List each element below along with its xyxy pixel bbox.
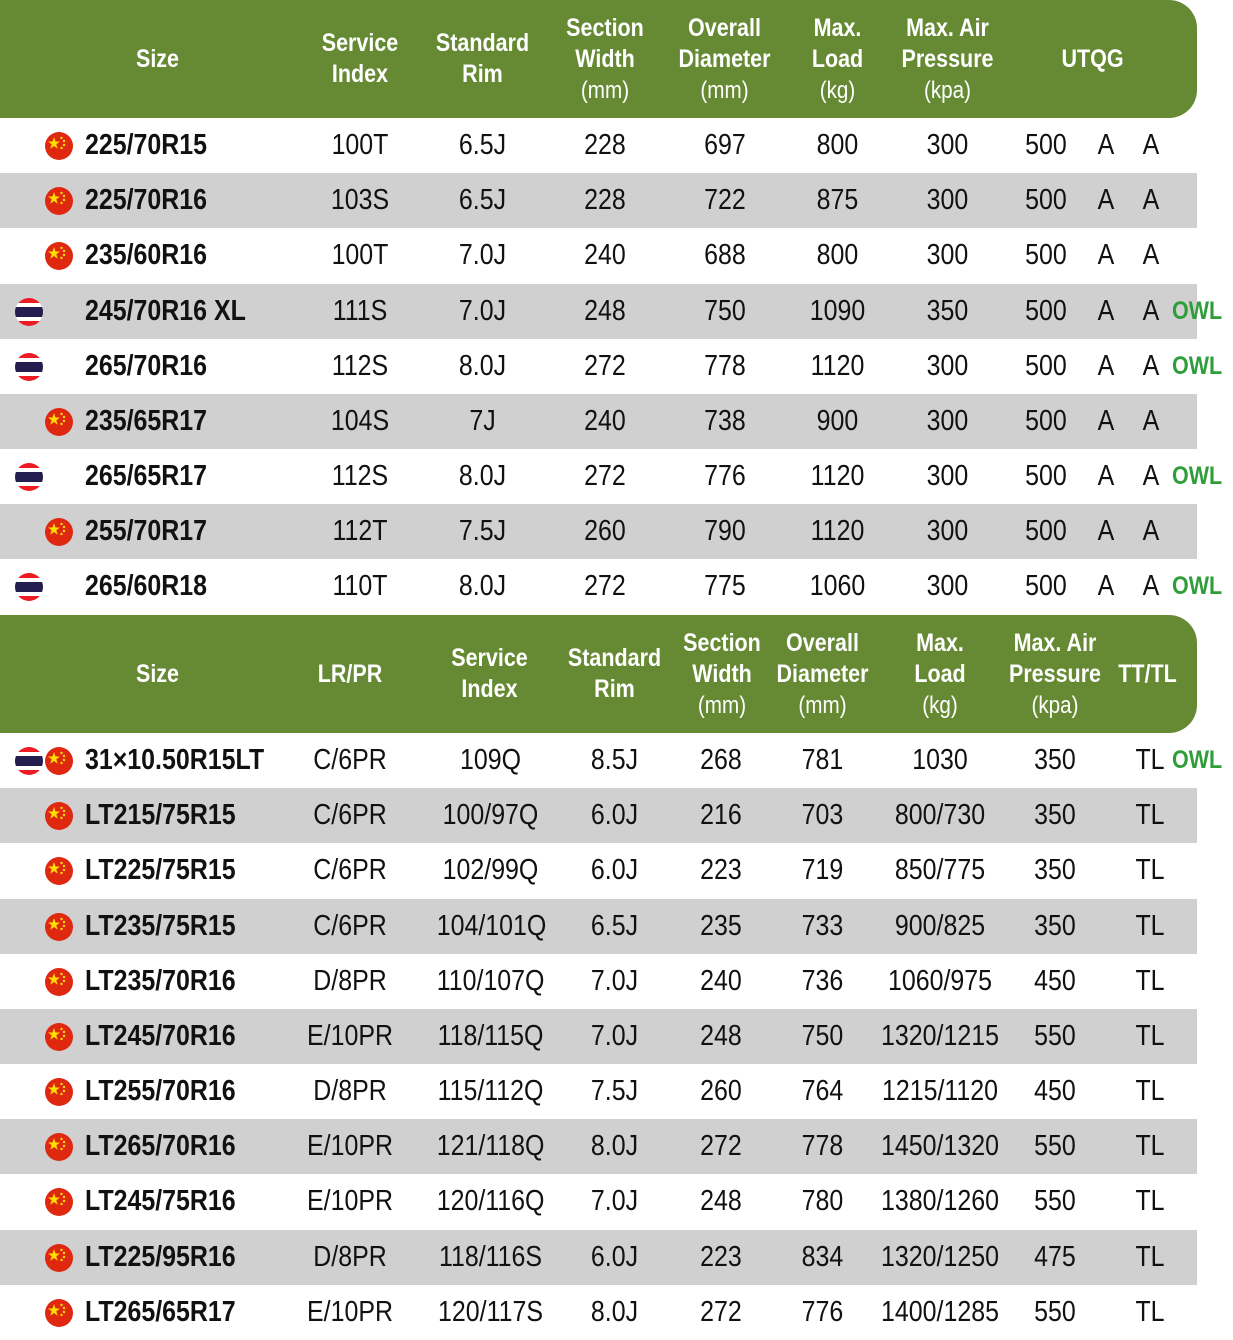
table-cell: 1450/1320 [881,1130,999,1162]
column-header [797,0,879,118]
column-header [1008,615,1103,733]
header-label-line: Load [811,44,864,73]
table-row [0,449,1233,504]
table-cell: 268 [700,744,742,776]
header-label-line: Diameter [678,44,771,73]
table-cell: 778 [704,350,746,382]
table-row [0,1009,1233,1064]
tire-size: 235/60R16 [85,239,208,271]
header-label-line: Pressure [901,44,994,73]
column-header [675,0,774,118]
thailand-flag-icon [15,747,43,775]
table-cell: 776 [801,1296,844,1328]
table-cell: TL [1135,965,1165,997]
thailand-flag-icon [15,463,43,491]
table-cell: 900/825 [894,910,986,942]
header-label-line: UTQG [1061,44,1124,73]
table-row [0,788,1233,843]
header-label-line: Max. [813,13,862,42]
table-cell: E/10PR [307,1185,393,1217]
table-cell: 500 [1025,239,1067,271]
tire-size: 225/70R15 [85,129,208,161]
table-cell: 118/115Q [437,1020,544,1052]
table-cell: 272 [584,570,626,602]
table-cell: 104S [330,405,390,437]
table-cell: TL [1135,1296,1165,1328]
table-cell: 121/118Q [436,1130,545,1162]
header-label-line: Diameter [776,659,869,688]
table-row [0,843,1233,898]
table-cell: 260 [700,1075,742,1107]
table-cell: 100/97Q [442,799,539,831]
table-cell: 781 [801,744,844,776]
column-header [1043,0,1142,118]
table-cell: 733 [801,910,844,942]
column-header [429,0,537,118]
table-cell: 736 [801,965,844,997]
table-cell: 7.5J [458,515,507,547]
table-cell: 800 [816,129,859,161]
table-row [0,954,1233,1009]
table-cell: 800/730 [894,799,986,831]
table-cell: 216 [700,799,742,831]
table-cell: 248 [584,295,626,327]
table-cell: 750 [704,295,746,327]
table-row [0,733,1233,788]
china-flag-icon [45,1133,73,1161]
table-cell: 350 [1034,744,1076,776]
header-label-line: Max. Air [906,13,989,42]
table-cell: 1320/1250 [881,1241,999,1273]
header-label-line: Rim [462,60,503,88]
owl-badge: OWL [1172,462,1223,490]
table-cell: 120/116Q [436,1185,545,1217]
table-cell: 500 [1025,350,1067,382]
column-header [108,0,207,118]
table-cell: 6.0J [590,799,639,831]
table-cell: 111S [332,295,388,327]
header-label-line: Index [461,675,518,703]
table-cell: 800 [816,239,859,271]
table-row [0,284,1233,339]
table-cell: TL [1135,910,1165,942]
tire-size: 265/65R17 [85,460,208,492]
table-cell: 350 [1034,910,1076,942]
column-header [898,0,997,118]
table-cell: 248 [700,1020,742,1052]
china-flag-icon [45,747,73,775]
table-cell: TL [1135,1020,1165,1052]
table-cell: 272 [584,460,626,492]
table-cell: 103S [330,184,390,216]
header-unit: (mm) [700,76,749,104]
tire-size: 31×10.50R15LT [85,744,265,776]
table-cell: 722 [704,184,746,216]
table-cell: 775 [704,570,746,602]
table-cell: TL [1135,1075,1165,1107]
table-cell: 300 [926,239,969,271]
table-cell: A [1142,184,1160,216]
table-cell: 100T [331,239,389,271]
table-cell: 7.0J [458,239,507,271]
thailand-flag-icon [15,353,43,381]
china-flag-icon [45,968,73,996]
header-label-line: LR/PR [317,659,383,688]
tire-size: LT225/75R15 [85,854,236,886]
table-cell: 550 [1034,1130,1076,1162]
table-cell: 120/117S [438,1296,543,1328]
table-cell: 1120 [810,515,865,547]
header-unit: (mm) [697,691,747,719]
column-header [313,0,408,118]
table-cell: D/8PR [313,1075,387,1107]
table-cell: E/10PR [307,1130,393,1162]
table-cell: D/8PR [313,1241,387,1273]
header-label-line: Overall [688,13,761,42]
table-cell: 738 [704,405,746,437]
table-cell: 109Q [459,744,522,776]
china-flag-icon [45,518,73,546]
table-cell: 300 [926,570,969,602]
china-flag-icon [45,187,73,215]
china-flag-icon [45,857,73,885]
table-cell: C/6PR [313,799,387,831]
table-cell: 350 [1034,854,1076,886]
header-label-line: Max. [916,628,964,657]
column-header [307,615,393,733]
column-header [893,615,988,733]
table-cell: A [1097,350,1115,382]
table-cell: A [1097,184,1115,216]
table-row [0,173,1233,228]
header-label-line: Service [321,29,399,57]
table-cell: 240 [584,405,626,437]
table-cell: 272 [584,350,626,382]
column-header [565,615,664,733]
tire-size: LT235/70R16 [85,965,236,997]
table-cell: 6.5J [458,129,507,161]
table-cell: 300 [926,184,969,216]
table-cell: 300 [926,129,969,161]
tire-size: 265/70R16 [85,350,208,382]
table-cell: 240 [584,239,626,271]
table-cell: 500 [1025,295,1067,327]
table-cell: 850/775 [894,854,986,886]
table-cell: A [1142,350,1160,382]
table-cell: TL [1135,799,1165,831]
table-cell: 300 [926,515,969,547]
tire-size: LT255/70R16 [85,1075,236,1107]
table-row [0,118,1233,173]
table-cell: 102/99Q [442,854,539,886]
table-cell: 1320/1215 [881,1020,999,1052]
table-cell: 1215/1120 [881,1075,999,1107]
table-cell: 8.0J [590,1130,639,1162]
table-cell: A [1142,570,1160,602]
header-label-line: Size [135,44,180,73]
table-cell: 248 [700,1185,742,1217]
table-cell: 1380/1260 [881,1185,999,1217]
table-cell: A [1142,295,1160,327]
table-cell: C/6PR [313,854,387,886]
tire-size: LT235/75R15 [85,910,236,942]
table-cell: 8.5J [590,744,639,776]
table-cell: 228 [584,129,626,161]
table-cell: 112S [331,350,389,382]
table-cell: 260 [584,515,626,547]
header-label-line: Index [331,60,389,88]
column-header [679,615,765,733]
table-cell: 112S [331,460,389,492]
table-cell: 7.0J [458,295,507,327]
tire-size: LT245/70R16 [85,1020,236,1052]
table-cell: 500 [1025,460,1067,492]
table-cell: 228 [584,184,626,216]
table-cell: 300 [926,460,969,492]
table-cell: 6.0J [590,1241,639,1273]
table-cell: 1120 [810,460,865,492]
table-cell: A [1097,515,1115,547]
table-cell: 500 [1025,184,1067,216]
table-cell: 235 [700,910,742,942]
header-unit: (mm) [798,691,847,719]
table-cell: A [1142,515,1160,547]
table-cell: 112T [332,515,388,547]
table-row [0,504,1233,559]
table-cell: 8.0J [590,1296,639,1328]
table-cell: 7.5J [590,1075,639,1107]
header-label-line: Width [692,659,752,688]
header-label-line: Max. Air [1013,628,1097,657]
table-cell: 7J [469,405,496,437]
table-cell: 7.0J [590,965,639,997]
table-cell: 115/112Q [437,1075,544,1107]
tire-size: 235/65R17 [85,405,208,437]
table-cell: 100T [331,129,389,161]
header-label-line: Size [135,659,180,688]
table-cell: 6.5J [458,184,507,216]
tire-size: LT245/75R16 [85,1185,236,1217]
table-row [0,899,1233,954]
table-cell: 272 [700,1296,742,1328]
table-cell: 719 [801,854,844,886]
table-row [0,339,1233,394]
header-unit: (kg) [819,76,856,104]
header-label-line: Service [451,644,528,672]
table-cell: 300 [926,405,969,437]
china-flag-icon [45,132,73,160]
header-label-line: Standard [567,644,662,672]
table-cell: TL [1135,1130,1165,1162]
table-row [0,1285,1233,1340]
table-cell: E/10PR [307,1296,393,1328]
column-header [777,615,867,733]
column-header [1120,615,1176,733]
table-row [0,1064,1233,1119]
tire-size: 265/60R18 [85,570,208,602]
tire-size: LT265/70R16 [85,1130,236,1162]
china-flag-icon [45,1078,73,1106]
table-cell: 834 [801,1241,844,1273]
header-label-line: Section [683,628,761,657]
table-cell: 875 [816,184,859,216]
table-cell: A [1097,570,1115,602]
china-flag-icon [45,1188,73,1216]
table-cell: 1030 [912,744,968,776]
table-row [0,228,1233,283]
table-cell: 790 [704,515,746,547]
table-cell: 240 [700,965,742,997]
china-flag-icon [45,1299,73,1327]
tire-size: 245/70R16 XL [85,295,246,327]
tire-size: LT225/95R16 [85,1241,236,1273]
table-cell: C/6PR [313,744,387,776]
china-flag-icon [45,408,73,436]
table-cell: 500 [1025,570,1067,602]
table-cell: 450 [1034,1075,1076,1107]
header-label-line: Rim [594,675,635,703]
table-cell: 688 [704,239,746,271]
table-cell: TL [1135,854,1165,886]
table-cell: 350 [926,295,969,327]
table-cell: A [1097,295,1115,327]
table-cell: 300 [926,350,969,382]
table-cell: A [1097,129,1115,161]
table-row [0,1119,1233,1174]
owl-badge: OWL [1172,746,1223,774]
column-header [108,615,207,733]
table-cell: 6.5J [590,910,639,942]
table-cell: 223 [700,1241,742,1273]
header-unit: (kpa) [923,76,972,104]
china-flag-icon [45,913,73,941]
table-cell: 1400/1285 [881,1296,999,1328]
table-cell: TL [1135,744,1165,776]
table-cell: 1120 [810,350,865,382]
header-label-line: TT/TL [1118,659,1177,688]
header-label-line: Standard [435,29,530,57]
header-label-line: Load [914,659,966,688]
table-cell: 750 [801,1020,844,1052]
table-cell: 6.0J [590,854,639,886]
table-cell: 550 [1034,1020,1076,1052]
table-cell: 697 [704,129,746,161]
table-cell: 776 [704,460,746,492]
header-unit: (kg) [922,691,958,719]
table-row [0,1174,1233,1229]
table-cell: 110T [332,570,388,602]
table-cell: 350 [1034,799,1076,831]
tire-size: 225/70R16 [85,184,208,216]
china-flag-icon [45,1023,73,1051]
table-cell: TL [1135,1185,1165,1217]
table-cell: 550 [1034,1185,1076,1217]
table-cell: 500 [1025,405,1067,437]
table-cell: A [1097,460,1115,492]
table-cell: 8.0J [458,350,507,382]
table-cell: 223 [700,854,742,886]
table-cell: 703 [801,799,844,831]
owl-badge: OWL [1172,352,1223,380]
china-flag-icon [45,802,73,830]
header-unit: (kpa) [1031,691,1079,719]
table-cell: 8.0J [458,570,507,602]
table-cell: 778 [801,1130,844,1162]
header-label-line: Section [566,13,644,42]
table-cell: 1090 [809,295,866,327]
header-unit: (mm) [580,76,630,104]
table-cell: A [1097,405,1115,437]
china-flag-icon [45,242,73,270]
table-cell: 450 [1034,965,1076,997]
table-cell: D/8PR [313,965,387,997]
table-row [0,394,1233,449]
table-cell: 780 [801,1185,844,1217]
header-label-line: Width [575,44,635,73]
thailand-flag-icon [15,573,43,601]
header-label-line: Pressure [1008,659,1102,688]
table-cell: 118/116S [438,1241,543,1273]
owl-badge: OWL [1172,297,1223,325]
table-cell: 500 [1025,129,1067,161]
column-header [440,615,539,733]
table-cell: A [1142,239,1160,271]
china-flag-icon [45,1244,73,1272]
table-cell: 7.0J [590,1020,639,1052]
tire-size: LT265/65R17 [85,1296,236,1328]
table-cell: A [1097,239,1115,271]
table-cell: 1060/975 [887,965,993,997]
table-cell: 550 [1034,1296,1076,1328]
table-row [0,559,1233,614]
column-header [562,0,648,118]
table-row [0,1230,1233,1285]
table-cell: 8.0J [458,460,507,492]
header-label-line: Overall [786,628,859,657]
table-cell: 7.0J [590,1185,639,1217]
thailand-flag-icon [15,298,43,326]
tire-size: 255/70R17 [85,515,208,547]
table-cell: 110/107Q [436,965,545,997]
table-cell: 500 [1025,515,1067,547]
table-cell: 475 [1034,1241,1076,1273]
table-cell: A [1142,460,1160,492]
owl-badge: OWL [1172,572,1223,600]
table-cell: 764 [801,1075,844,1107]
tire-size: LT215/75R15 [85,799,236,831]
table-cell: 104/101Q [436,910,547,942]
table-cell: 900 [816,405,859,437]
table-cell: E/10PR [307,1020,393,1052]
table-cell: A [1142,129,1160,161]
table-cell: 1060 [809,570,866,602]
table-cell: C/6PR [313,910,387,942]
table-cell: 272 [700,1130,742,1162]
table-cell: A [1142,405,1160,437]
table-cell: TL [1135,1241,1165,1273]
